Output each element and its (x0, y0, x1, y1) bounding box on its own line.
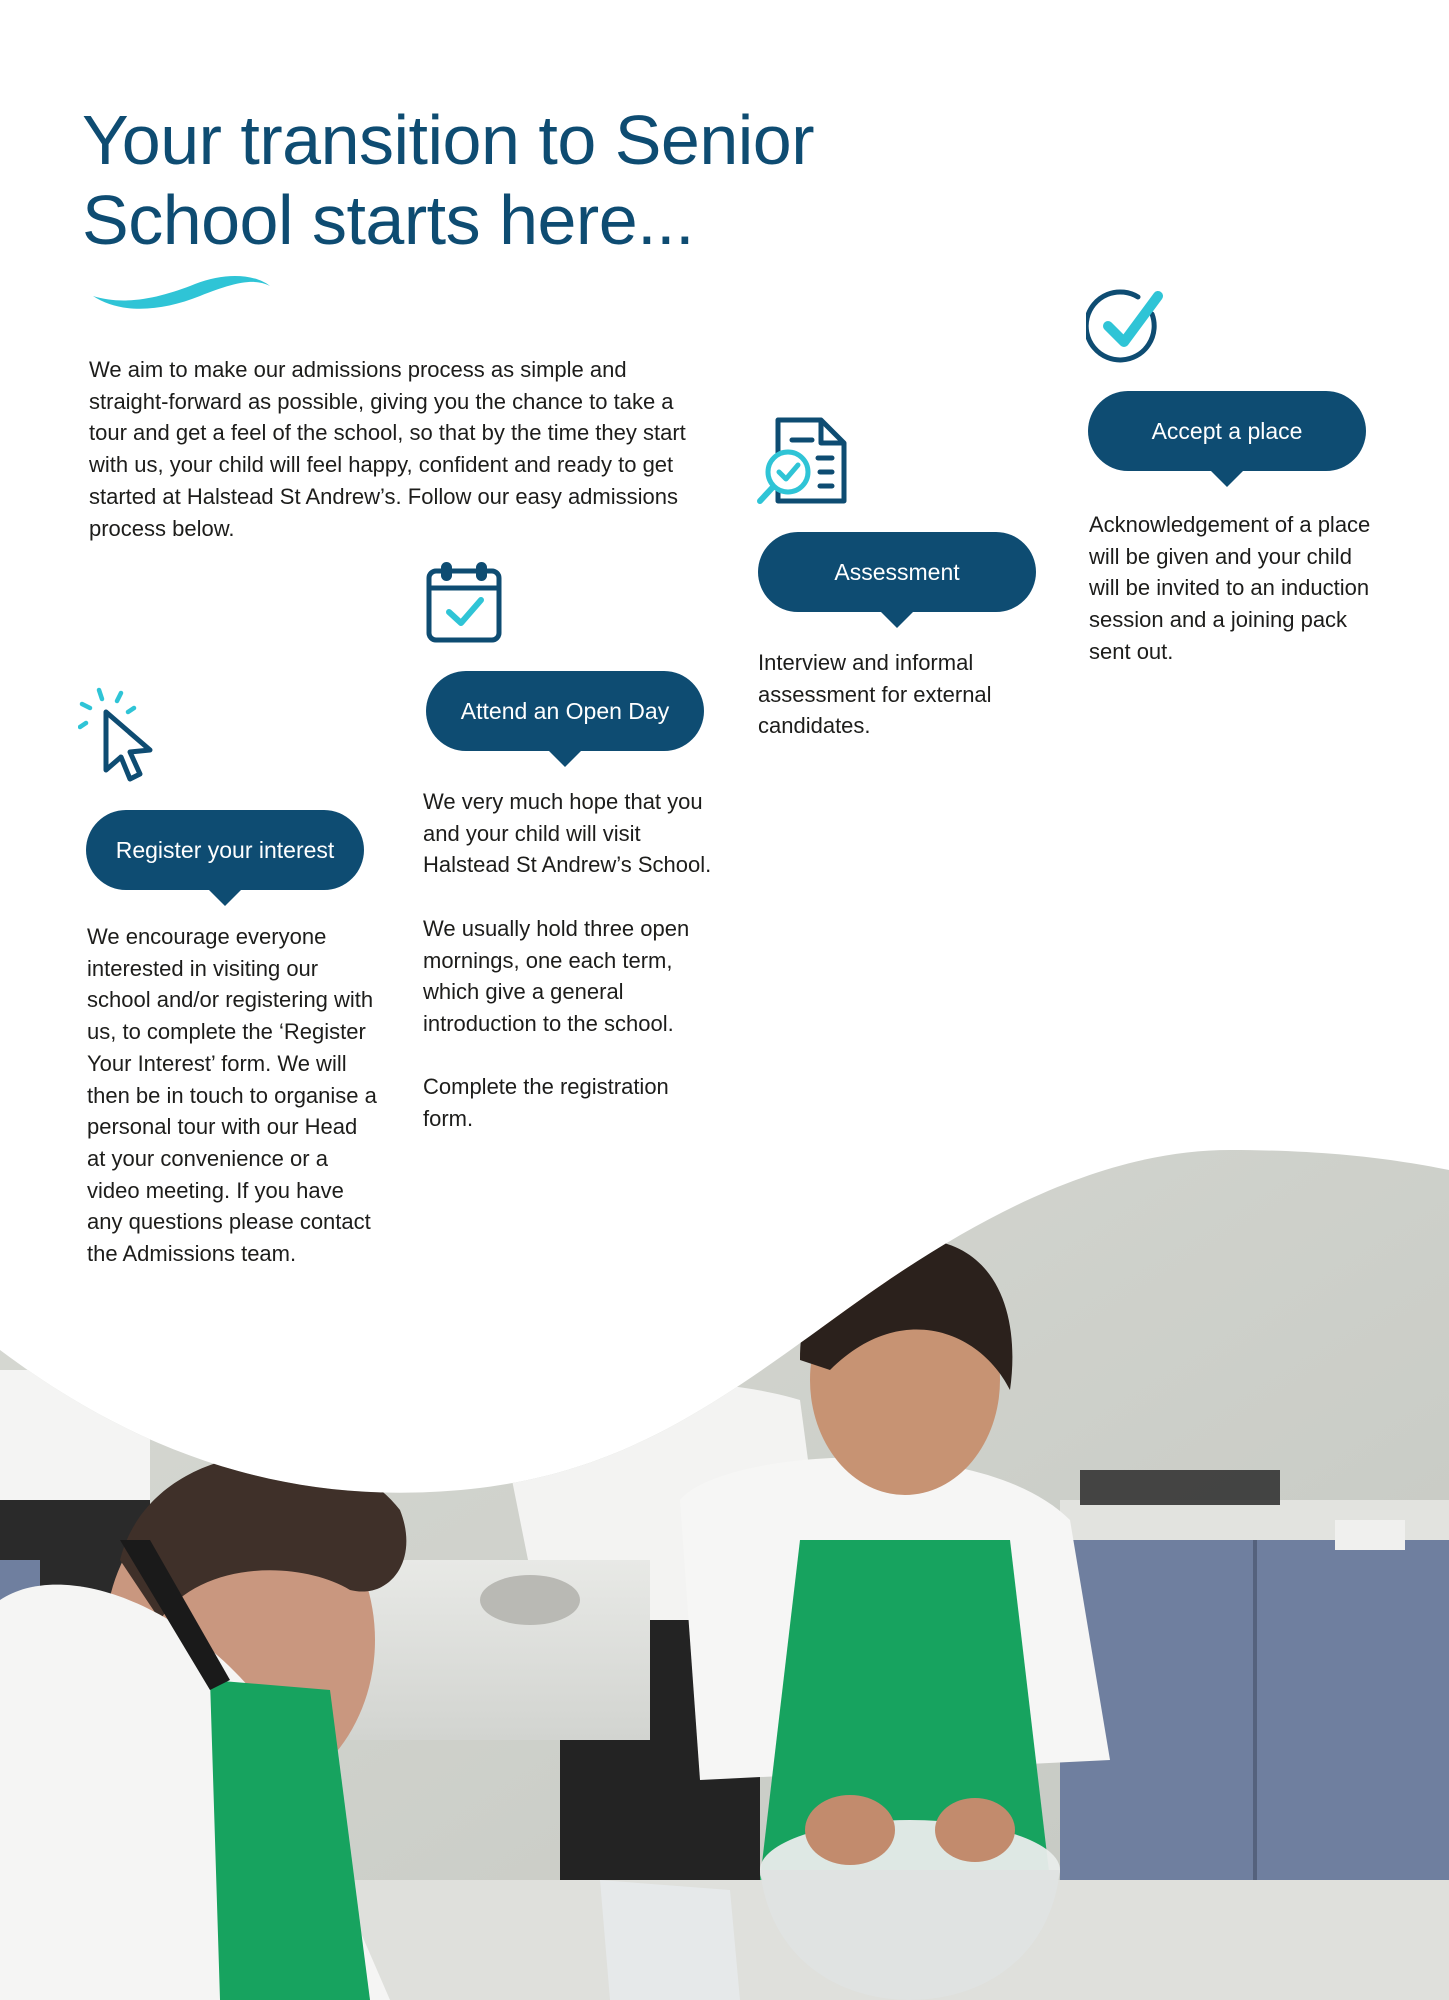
open-day-paragraph-3: Complete the registration form. (423, 1074, 669, 1131)
assessment-button[interactable] (758, 532, 1036, 612)
accept-place-button[interactable] (1088, 391, 1366, 471)
open-day-paragraph-2: We usually hold three open mornings, one each term, which give a general introduction to the school. (423, 915, 690, 1036)
assessment-text (758, 647, 1048, 742)
cursor-click-icon (78, 684, 158, 784)
intro-text: We aim to make our admissions process as simple and straight-forward as possible, giving you the chance to take a tour and get a feel of the school, so that by the time they start with us, your child will feel happy, confident and ready to get started at Halstead St Andrew’s. Follow our easy admissions process below. (89, 357, 686, 541)
register-interest-label: Register your interest (115, 837, 335, 863)
attend-open-day-label: Attend an Open Day (460, 698, 670, 724)
swoosh-decoration (90, 266, 275, 326)
page-title-line-1: Your transition to Senior (82, 101, 815, 179)
assessment-label: Assessment (834, 559, 960, 585)
accept-place-label: Accept a place (1151, 418, 1303, 444)
check-circle-icon (1086, 288, 1166, 366)
accept-place-text (1089, 509, 1384, 668)
accept-place-paragraph: Acknowledgement of a place will be given and your child will be invited to an induction session and a joining pack sent out. (1089, 512, 1371, 664)
page-title-line-2: School starts here... (82, 181, 695, 259)
attend-open-day-button[interactable] (426, 671, 704, 751)
register-interest-paragraph: We encourage everyone interested in visiting our school and/or registering with us, to complete the ‘Register Your Interest’ form. We will then be in touch to organise a personal tour with our Head at your convenience or a video meeting. If you have any questions please contact the Admissions team. (87, 924, 377, 1267)
attend-open-day-text (423, 786, 718, 1135)
open-day-paragraph-1: We very much hope that you and your child will visit Halstead St Andrew’s School. (423, 789, 712, 878)
document-search-icon (756, 416, 848, 506)
assessment-paragraph: Interview and informal assessment for external candidates. (758, 650, 992, 739)
register-interest-text (87, 921, 377, 1270)
register-interest-button[interactable] (86, 810, 364, 890)
calendar-check-icon (425, 560, 503, 644)
page-title (82, 100, 902, 260)
